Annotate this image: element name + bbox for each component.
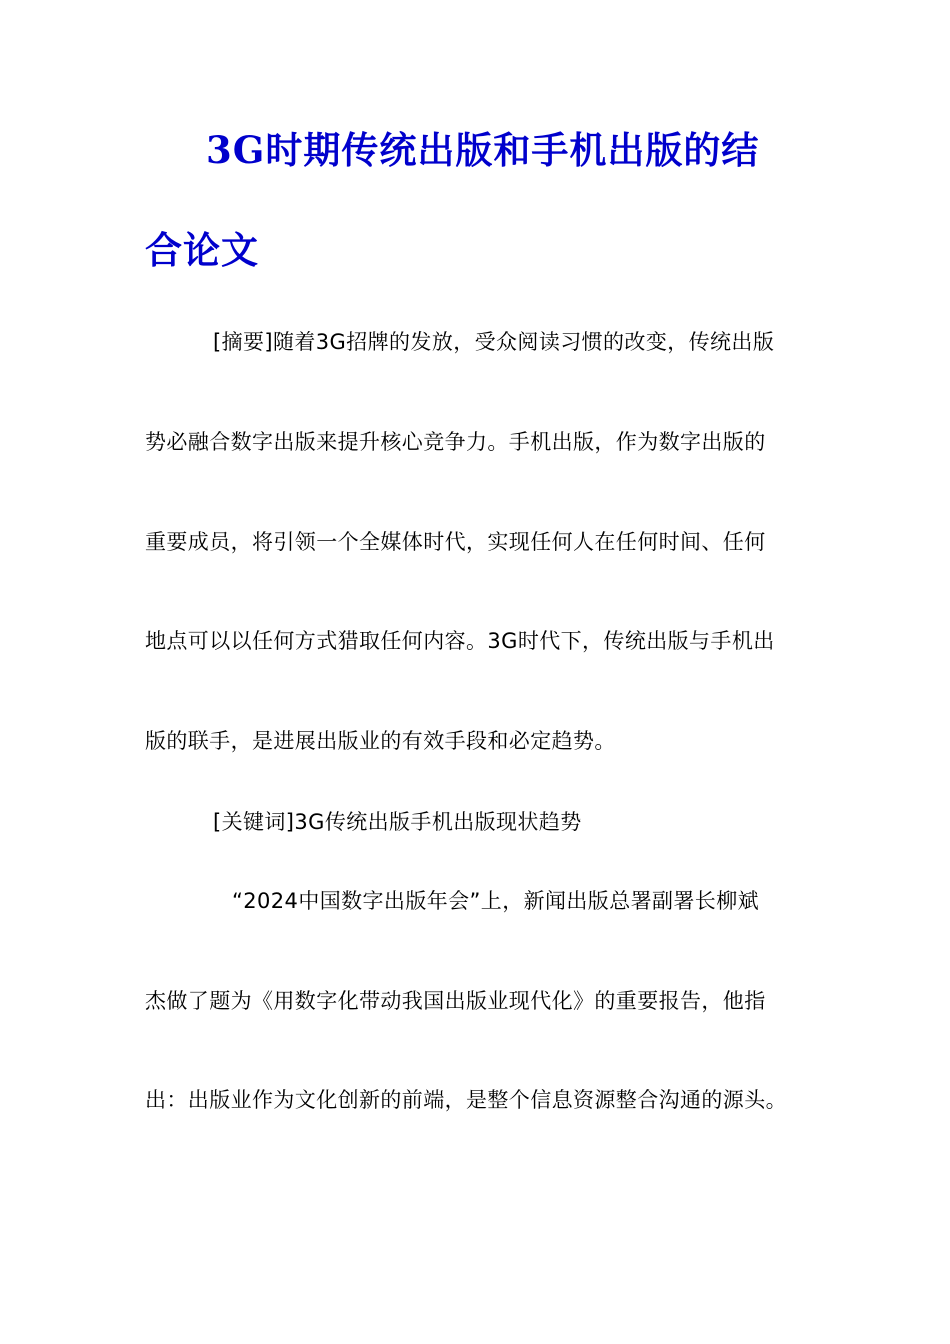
abstract-line-2: 势必融合数字出版来提升核心竞争力。手机出版，作为数字出版的 <box>145 430 766 454</box>
document-title-line-1: 3G时期传统出版和手机出版的结 <box>206 128 760 172</box>
keywords-line: [关键词]3G传统出版手机出版现状趋势 <box>213 810 582 834</box>
abstract-line-5: 版的联手，是进展出版业的有效手段和必定趋势。 <box>145 729 616 753</box>
abstract-line-3: 重要成员，将引领一个全媒体时代，实现任何人在任何时间、任何 <box>145 530 766 554</box>
body-line-2: 杰做了题为《用数字化带动我国出版业现代化》的重要报告，他指 <box>145 989 766 1013</box>
document-title-line-2: 合论文 <box>145 228 259 272</box>
body-line-3: 出：出版业作为文化创新的前端，是整个信息资源整合沟通的源头。 <box>145 1088 787 1112</box>
body-line-1: “2024中国数字出版年会”上，新闻出版总署副署长柳斌 <box>232 889 760 913</box>
abstract-line-4: 地点可以以任何方式猎取任何内容。3G时代下，传统出版与手机出 <box>145 629 775 653</box>
abstract-line-1: [摘要]随着3G招牌的发放，受众阅读习惯的改变，传统出版 <box>213 330 775 354</box>
